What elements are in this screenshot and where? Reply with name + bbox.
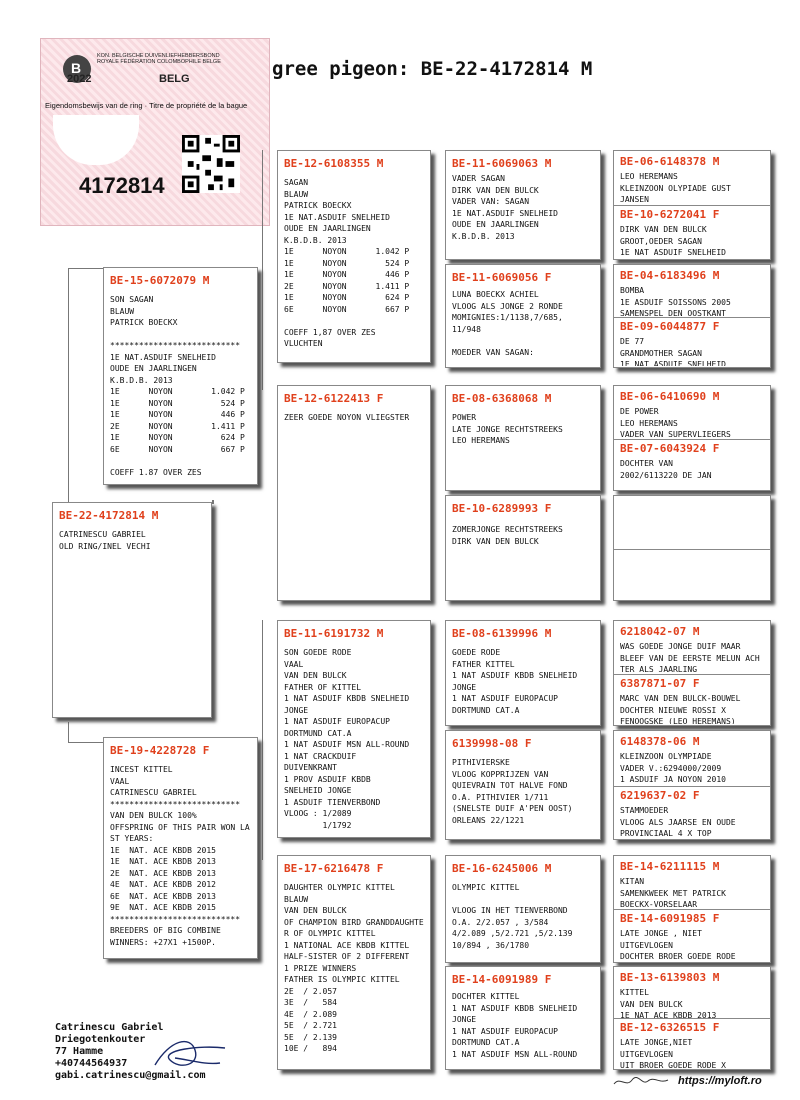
gen4-divider (614, 909, 770, 910)
gen4-card[interactable] (613, 730, 771, 840)
gen4-card[interactable] (613, 150, 771, 260)
site-link[interactable]: https://myloft.ro (678, 1075, 762, 1087)
qr-code-icon (181, 135, 241, 193)
gen4-sire-text: LEO HEREMANS KLEINZOON OLYPIADE GUST JANSEN (620, 172, 731, 204)
gen4-sire-text: WAS GOEDE JONGE DUIF MAAR BLEEF VAN DE EERSTE MELUN ACH TER ALS JAARLING (620, 642, 760, 674)
gen4-card[interactable] (613, 620, 771, 726)
gen4-sire-text: BOMBA 1E ASDUIF SOISSONS 2005 SAMENSPEL DEN OOSTKANT (620, 286, 731, 318)
gen4-dam-ring: BE-12-6326515 F (620, 1021, 720, 1034)
breeder-email[interactable]: gabi.catrinescu@gmail.com (55, 1070, 206, 1081)
gen2-text: SAGAN BLAUW PATRICK BOECKX 1E NAT.ASDUIF SNELHEID OUDE EN JAARLINGEN K.B.D.B. 2013 1E NOYON 1.042 P 1E NOYON 524 P 1E NOYON 446 P 2E NOYON 1.411 P 1E NOYON 624 P 6E NOYON 667 P COEFF 1,87 OVER ZES VLUCHTEN (284, 178, 410, 348)
gen4-divider (614, 674, 770, 675)
gen4-sire-ring: 6218042-07 M (620, 625, 700, 638)
gen3-ring: BE-08-6368068 M (452, 392, 552, 405)
gen2-text: DAUGHTER OLYMPIC KITTEL BLAUW VAN DEN BULCK OF CHAMPION BIRD GRANDDAUGHTE R OF OLYMPIC KITTEL 1 NATIONAL ACE KBDB KITTEL HALF-SISTER OF 2 DIFFERENT 1 PRIZE WINNERS FATHER IS OLYMPIC KITTEL 2E / 2.057 3E / 584 4E / 2.089 5E / 2.721 5E / 2.139 10E / 894 (284, 883, 424, 1053)
gen3-text: POWER LATE JONGE RECHTSTREEKS LEO HEREMANS (452, 413, 563, 445)
gen3-text: OLYMPIC KITTEL VLOOG IN HET TIENVERBOND O.A. 2/2.057 , 3/584 4/2.089 ,5/2.721 ,5/2.139 10/894 , 36/1780 (452, 883, 573, 950)
gen4-divider (614, 786, 770, 787)
gen4-sire-ring: BE-06-6148378 M (620, 155, 720, 168)
ring-hole (53, 115, 139, 165)
connector (68, 268, 69, 504)
ring-owner-line: Eigendomsbewijs van de ring · Titre de propriété de la bague (45, 101, 248, 110)
gen3-text: LUNA BOECKX ACHIEL VLOOG ALS JONGE 2 RONDE MOMIGNIES:1/1138,7/685, 11/948 MOEDER VAN SAGAN: (452, 290, 563, 357)
connector (68, 268, 103, 269)
gen4-sire-ring: BE-04-6183496 M (620, 269, 720, 282)
gen3-card[interactable] (445, 495, 601, 601)
dam-card[interactable] (103, 737, 258, 959)
gen3-card[interactable] (445, 385, 601, 491)
gen3-text: GOEDE RODE FATHER KITTEL 1 NAT ASDUIF KBDB SNELHEID JONGE 1 NAT ASDUIF EUROPACUP DORTMUND CAT.A (452, 648, 578, 715)
dam-ring: BE-19-4228728 F (110, 744, 210, 757)
gen3-text: PITHIVIERSKE VLOOG KOPPRIJZEN VAN QUIEVRAIN TOT HALVE FOND O.A. PITHIVIER 1/711 (SNELSTE DUIF A'PEN OOST) ORLEANS 22/1221 (452, 758, 573, 825)
ring-federation: KON. BELGISCHE DUIVENLIEFHEBBERSBOND ROYALE FÉDÉRATION COLOMBOPHILE BELGE (97, 53, 221, 65)
gen4-divider (614, 205, 770, 206)
ring-year: 2022 (67, 73, 92, 85)
gen2-ring: BE-17-6216478 F (284, 862, 384, 875)
gen4-sire-ring: BE-13-6139803 M (620, 971, 720, 984)
gen4-dam-text: MARC VAN DEN BULCK-BOUWEL DOCHTER NIEUWE ROSSI X FENOOGSKE (LEO HEREMANS) (620, 694, 741, 724)
gen2-ring: BE-12-6122413 F (284, 392, 384, 405)
subject-ring: BE-22-4172814 M (59, 509, 159, 522)
gen4-divider (614, 549, 770, 550)
gen4-dam-text: STAMMOEDER VLOOG ALS JAARSE EN OUDE PROVINCIAAL 4 X TOP (620, 806, 736, 838)
connector (68, 742, 103, 743)
breeder-street: Driegotenkouter (55, 1034, 146, 1045)
gen3-text: VADER SAGAN DIRK VAN DEN BULCK VADER VAN: SAGAN 1E NAT.ASDUIF SNELHEID OUDE EN JAARLINGEN K.B.D.B. 2013 (452, 174, 558, 241)
gen3-ring: 6139998-08 F (452, 737, 532, 750)
ring-country: BELG (159, 73, 190, 85)
gen3-ring: BE-11-6069056 F (452, 271, 552, 284)
breeder-city: 77 Hamme (55, 1046, 104, 1057)
gen4-dam-ring: BE-10-6272041 F (620, 208, 720, 221)
sire-card[interactable] (103, 267, 258, 485)
gen4-dam-text: DOCHTER VAN 2002/6113220 DE JAN (620, 459, 712, 480)
connector (68, 722, 69, 742)
gen4-dam-text: DE 77 GRANDMOTHER SAGAN 1E NAT ASDUIF SNELHEID (620, 337, 726, 366)
gen4-dam-ring: BE-07-6043924 F (620, 442, 720, 455)
gen2-ring: BE-12-6108355 M (284, 157, 384, 170)
gen4-dam-ring: BE-09-6044877 F (620, 320, 720, 333)
gen4-dam-text: DIRK VAN DEN BULCK GROOT,OEDER SAGAN 1E NAT ASDUIF SNELHEID (620, 225, 726, 257)
gen4-card[interactable] (613, 264, 771, 368)
gen3-card[interactable] (445, 730, 601, 840)
gen3-ring: BE-10-6289993 F (452, 502, 552, 515)
dam-text: INCEST KITTEL VAAL CATRINESCU GABRIEL *************************** VAN DEN BULCK 100% OFFSPRING OF THIS PAIR WON LA ST YEARS: 1E NAT. ACE KBDB 2015 1E NAT. ACE KBDB 2013 2E NAT. ACE KBDB 2013 4E NAT. ACE KBDB 2012 6E NAT. ACE KBDB 2013 9E NAT. ACE KBDB 2015 *************************** BREEDERS OF BIG COMBINE WINNERS: +27X1 +1500P. (110, 765, 250, 947)
gen4-sire-text: KITTEL VAN DEN BULCK 1E NAT ACE KBDB 2013 (620, 988, 717, 1018)
gen4-divider (614, 317, 770, 318)
gen3-ring: BE-14-6091989 F (452, 973, 552, 986)
gen4-sire-text: KLEINZOON OLYMPIADE VADER V.:6294000/2009 1 ASDUIF JA NOYON 2010 (620, 752, 726, 784)
gen4-card[interactable] (613, 966, 771, 1070)
gen3-card[interactable] (445, 620, 601, 726)
gen2-card[interactable] (277, 855, 431, 1070)
gen3-card[interactable] (445, 855, 601, 963)
gen4-card[interactable] (613, 855, 771, 963)
gen4-sire-text: KITAN SAMENKWEEK MET PATRICK BOECKX-VORSELAAR (620, 877, 726, 909)
gen3-text: DOCHTER KITTEL 1 NAT ASDUIF KBDB SNELHEID JONGE 1 NAT ASDUIF EUROPACUP DORTMUND CAT.A 1 NAT ASDUIF MSN ALL-ROUND (452, 992, 578, 1059)
gen2-card[interactable] (277, 620, 431, 838)
gen4-dam-ring: 6219637-02 F (620, 789, 700, 802)
gen4-card[interactable] (613, 385, 771, 491)
signature-icon (612, 1072, 670, 1090)
gen3-ring: BE-11-6069063 M (452, 157, 552, 170)
subject-card[interactable] (52, 502, 212, 718)
gen4-dam-text: LATE JONGE , NIET UITGEVLOGEN DOCHTER BROER GOEDE RODE (620, 929, 736, 961)
page-title: gree pigeon: BE-22-4172814 M (272, 58, 593, 80)
connector (262, 150, 263, 390)
connector (212, 500, 214, 504)
gen4-sire-ring: 6148378-06 M (620, 735, 700, 748)
sire-ring: BE-15-6072079 M (110, 274, 210, 287)
gen2-text: SON GOEDE RODE VAAL VAN DEN BULCK FATHER OF KITTEL 1 NAT ASDUIF KBDB SNELHEID JONGE 1 NAT ASDUIF EUROPACUP DORTMUND CAT.A 1 NAT ASDUIF MSN ALL-ROUND 1 NAT CRACKDUIF DUIVENKRANT 1 PROV ASDUIF KBDB SNELHEID JONGE 1 ASDUIF TIENVERBOND VLOOG : 1/2089 1/1792 (284, 648, 410, 830)
gen4-divider (614, 1018, 770, 1019)
sire-text: SON SAGAN BLAUW PATRICK BOECKX *************************** 1E NAT.ASDUIF SNELHEID OUDE EN JAARLINGEN K.B.D.B. 2013 1E NOYON 1.042 P 1E NOYON 524 P 1E NOYON 446 P 2E NOYON 1.411 P 1E NOYON 624 P 6E NOYON 667 P COEFF 1.87 OVER ZES (110, 295, 245, 477)
ring-certificate (40, 38, 270, 226)
gen4-sire-ring: BE-14-6211115 M (620, 860, 720, 873)
gen4-card-empty[interactable] (613, 495, 771, 601)
gen3-card[interactable] (445, 966, 601, 1070)
gen4-dam-ring: BE-14-6091985 F (620, 912, 720, 925)
breeder-name: Catrinescu Gabriel (55, 1022, 164, 1033)
subject-text: CATRINESCU GABRIEL OLD RING/INEL VECHI (59, 530, 151, 551)
gen4-divider (614, 439, 770, 440)
breeder-phone: +40744564937 (55, 1058, 128, 1069)
signature-icon (150, 1030, 230, 1075)
gen4-sire-text: DE POWER LEO HEREMANS VADER VAN SUPERVLIEGERS (620, 407, 731, 439)
gen3-text: ZOMERJONGE RECHTSTREEKS DIRK VAN DEN BULCK (452, 525, 563, 546)
gen2-card[interactable] (277, 150, 431, 363)
gen4-dam-text: LATE JONGE,NIET UITGEVLOGEN UIT BROER GOEDE RODE X (620, 1038, 726, 1068)
gen3-card[interactable] (445, 150, 601, 260)
gen3-card[interactable] (445, 264, 601, 368)
gen4-dam-ring: 6387871-07 F (620, 677, 700, 690)
gen2-text: ZEER GOEDE NOYON VLIEGSTER (284, 413, 410, 422)
connector (262, 620, 263, 860)
gen3-ring: BE-16-6245006 M (452, 862, 552, 875)
gen4-sire-ring: BE-06-6410690 M (620, 390, 720, 403)
ring-number: 4172814 (79, 173, 165, 198)
gen3-ring: BE-08-6139996 M (452, 627, 552, 640)
gen2-card[interactable] (277, 385, 431, 601)
gen2-ring: BE-11-6191732 M (284, 627, 384, 640)
